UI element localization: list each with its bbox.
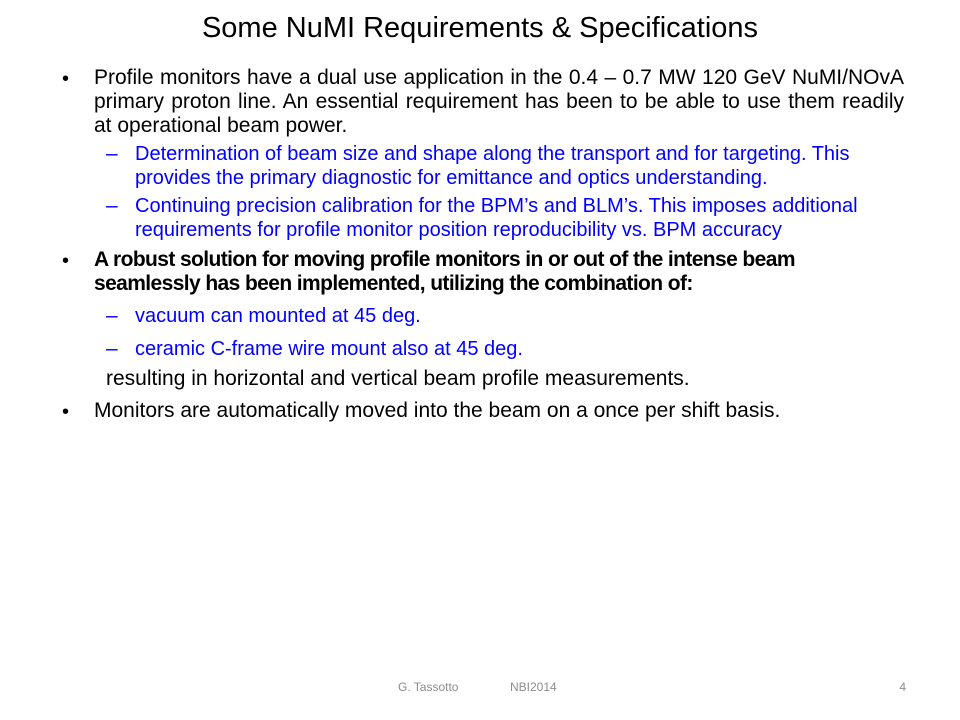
sub-bullet-item [106,337,904,361]
bullet-icon: • [62,250,70,272]
dash-icon: – [106,304,118,327]
continuation-text: resulting in horizontal and vertical beam profile measurements. [106,367,690,390]
bullet-icon: • [62,68,70,90]
bullet-text: Monitors are automatically moved into the beam on a once per shift basis. [94,399,781,422]
slide-title: Some NuMI Requirements & Specifications [201,12,759,44]
sub-bullet-item [106,194,904,242]
sub-bullet-item [106,304,904,328]
slide-content [62,66,904,424]
bullet-text: A robust solution for moving profile monitors in or out of the intense beam seamlessly has been implemented, utilizing the combination of: [94,248,795,295]
dash-icon: – [106,194,118,217]
dash-icon: – [106,337,118,360]
footer-event: NBI2014 [510,680,557,694]
bullet-item [62,248,904,296]
sub-bullet-text: Continuing precision calibration for the BPM’s and BLM’s. This imposes additional requirements for profile monitor position reproducibility vs. BPM accuracy [135,195,858,241]
bullet-item [62,66,904,138]
sub-bullet-item [106,142,904,190]
bullet-icon: • [62,401,70,423]
dash-icon: – [106,142,118,165]
bullet-item [62,399,904,424]
sub-bullet-text: ceramic C-frame wire mount also at 45 deg. [135,338,523,360]
footer-author: G. Tassotto [398,680,459,694]
sub-bullet-text: vacuum can mounted at 45 deg. [135,305,421,327]
sub-bullet-text: Determination of beam size and shape along the transport and for targeting. This provides the primary diagnostic for emittance and optics understanding. [135,143,850,189]
page-number: 4 [899,680,906,694]
bullet-text: Profile monitors have a dual use application in the 0.4 – 0.7 MW 120 GeV NuMI/NOvA primary proton line. An essential requirement has been to be able to use them readily at operational beam power. [94,66,904,137]
